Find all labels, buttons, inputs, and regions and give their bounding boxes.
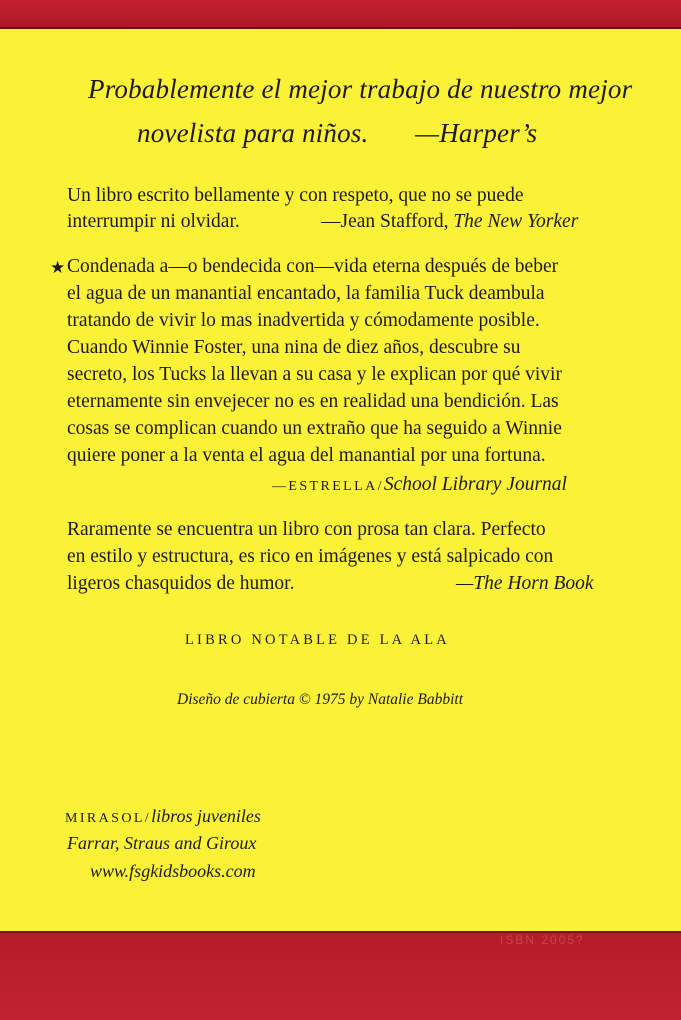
- award-line: LIBRO NOTABLE DE LA ALA: [185, 632, 450, 648]
- review2-attribution-publication: School Library Journal: [383, 474, 567, 495]
- review3-attribution: —The Horn Book: [456, 573, 594, 594]
- review1-line2: interrumpir ni olvidar.: [67, 211, 240, 232]
- review1-line1: Un libro escrito bellamente y con respeto, que no se puede: [67, 185, 524, 206]
- publisher-imprint-line: [65, 806, 261, 827]
- header-quote-line1: Probablemente el mejor trabajo de nuestro mejor: [88, 74, 633, 104]
- publisher-name: Farrar, Straus and Giroux: [67, 833, 257, 853]
- review1-attribution-name: —Jean Stafford,: [321, 211, 449, 232]
- review2-attribution-label: —ESTRELLA/: [272, 479, 384, 494]
- faint-show-through-text: ISBN 2005?: [500, 933, 585, 947]
- review2-line: cosas se complican cuando un extraño que ha seguido a Winnie: [67, 418, 562, 439]
- review3-line: en estilo y estructura, es rico en imágenes y está salpicado con: [67, 546, 554, 567]
- review2-attribution: [272, 474, 567, 496]
- review2-line: Cuando Winnie Foster, una nina de diez años, descubre su: [67, 337, 521, 358]
- header-quote-line2: novelista para niños.: [137, 118, 369, 148]
- top-red-band: [0, 0, 681, 28]
- review3-line: Raramente se encuentra un libro con prosa tan clara. Perfecto: [67, 519, 546, 540]
- review1-attribution: [321, 211, 578, 233]
- publisher-website: www.fsgkidsbooks.com: [90, 861, 256, 881]
- header-quote-source: —Harper’s: [415, 118, 538, 148]
- review2-line: Condenada a—o bendecida con—vida eterna después de beber: [67, 256, 559, 277]
- star-icon: ★: [50, 258, 66, 277]
- review2-line: tratando de vivir lo mas inadvertida y cómodamente posible.: [67, 310, 540, 331]
- cover-credit: Diseño de cubierta © 1975 by Natalie Babbitt: [177, 691, 464, 708]
- review2-line: el agua de un manantial encantado, la familia Tuck deambula: [67, 283, 545, 304]
- review3-line: ligeros chasquidos de humor.: [67, 573, 295, 594]
- review2-line: eternamente sin envejecer no es en realidad una bendición. Las: [67, 391, 559, 412]
- review1-attribution-publication: The New Yorker: [453, 211, 579, 232]
- publisher-imprint: MIRASOL/: [65, 811, 152, 826]
- review2-line: quiere poner a la venta el agua del manantial por una fortuna.: [67, 445, 546, 466]
- review2-line: secreto, los Tucks la llevan a su casa y le explican por qué vivir: [67, 364, 562, 385]
- publisher-imprint-suffix: libros juveniles: [151, 806, 261, 826]
